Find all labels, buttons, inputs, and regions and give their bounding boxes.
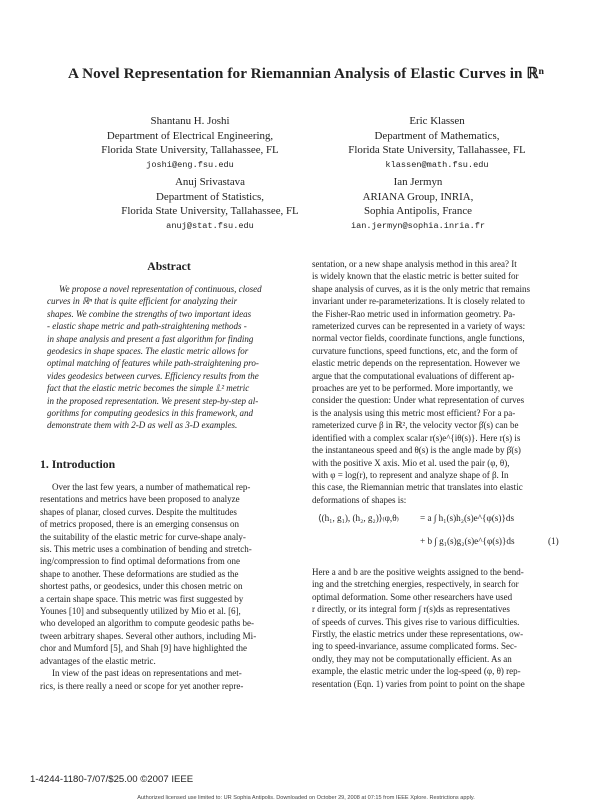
introduction-body bbox=[40, 481, 298, 692]
body-line: normal vector fields, coordinate functions, angle functions, bbox=[312, 333, 525, 344]
author-name: Anuj Srivastava bbox=[175, 176, 245, 188]
body-line: shapes of planar, closed curves. Despite the multitudes bbox=[40, 506, 237, 517]
paper-title: A Novel Representation for Riemannian Analysis of Elastic Curves in ℝⁿ bbox=[67, 65, 544, 82]
body-line: ondly, they may not be computationally efficient. As an bbox=[312, 653, 512, 664]
body-line: sis. This metric uses a combination of bending and stretch- bbox=[40, 544, 252, 555]
abstract-line: shapes. We combine the strengths of two important ideas bbox=[47, 308, 252, 319]
copyright-line: 1-4244-1180-7/07/$25.00 ©2007 IEEE bbox=[30, 774, 194, 785]
body-line: the instantaneous speed and θ(s) is the angle made by β̇(s) bbox=[312, 445, 521, 456]
body-line: a certain shape space. This metric was first suggested by bbox=[40, 593, 244, 604]
body-line: argue that the computational evaluations of different ap- bbox=[312, 370, 515, 381]
body-line: rics, is there really a need or scope for yet another repre- bbox=[40, 680, 244, 691]
body-line: deformations of shapes is: bbox=[312, 494, 407, 505]
author-email: klassen@math.fsu.edu bbox=[385, 159, 489, 170]
author-affiliation: Department of Electrical Engineering, bbox=[106, 129, 274, 142]
body-line: is the analysis using this metric most efficient? For a pa- bbox=[312, 407, 516, 418]
body-line: invariant under re-parameterizations. It is closely related to bbox=[312, 296, 525, 307]
body-line: optimal deformation. Some other researchers have used bbox=[312, 591, 513, 602]
body-line: who developed an algorithm to compute geodesic paths be- bbox=[40, 618, 254, 629]
abstract-line: curves in ℝⁿ that is quite efficient for analyzing their bbox=[47, 296, 238, 307]
body-line: with φ = log(r), to represent and analyze shape of β. In bbox=[312, 469, 509, 480]
equation-row-1: = a ∫ h₁(s)h₂(s)e^{φ(s)}ds bbox=[420, 513, 515, 523]
body-line: example, the elastic metric under the log-speed (φ, θ) rep- bbox=[312, 666, 521, 677]
license-notice: Authorized licensed use limited to: UR Sophia Antipolis. Downloaded on October 29, 2008 at 07:15 from IEEE Xplore. Restrictions apply. bbox=[137, 795, 475, 801]
author-email: ian.jermyn@sophia.inria.fr bbox=[350, 220, 486, 231]
abstract-line: geodesics in shape spaces. The elastic metric allows for bbox=[47, 346, 249, 357]
body-line: In view of the past ideas on representations and met- bbox=[52, 668, 242, 679]
author-affiliation: Florida State University, Tallahassee, FL bbox=[121, 205, 299, 218]
author-affiliation: Florida State University, Tallahassee, FL bbox=[101, 144, 279, 157]
body-line: of speeds of curves. This gives rise to various difficulties. bbox=[312, 616, 520, 627]
body-line: sentation, or a new shape analysis method in this area? It bbox=[312, 259, 517, 269]
abstract-heading: Abstract bbox=[147, 260, 191, 273]
abstract-line: - elastic shape metric and path-straightening methods - bbox=[47, 321, 247, 332]
abstract-line: in the proposed representation. We present step-by-step al- bbox=[47, 395, 259, 406]
abstract-line: in shape analysis and present a fast algorithm for finding bbox=[47, 333, 254, 344]
body-line: consider the question: Under what representation of curves bbox=[312, 395, 525, 406]
body-line: Over the last few years, a number of mathematical rep- bbox=[52, 482, 251, 492]
body-line: of metrics proposed, there is an emerging consensus on bbox=[40, 519, 240, 530]
body-line: the Fisher-Rao metric used in information geometry. Pa- bbox=[312, 308, 516, 319]
right-column-body-bottom bbox=[312, 566, 570, 690]
abstract-line: fact that the elastic metric becomes the simple 𝕃² metric bbox=[47, 383, 250, 394]
introduction-heading: 1. Introduction bbox=[40, 458, 116, 471]
body-line: ing to speed-invariance, assume complicated forms. Sec- bbox=[312, 641, 517, 652]
body-line: rameterized curve β in ℝ², the velocity vector β̇(s) can be bbox=[312, 420, 519, 431]
body-line: the suitability of the elastic metric for curve-shape analy- bbox=[40, 531, 246, 542]
abstract-body bbox=[47, 283, 291, 432]
right-column-body-top bbox=[312, 258, 570, 506]
body-line: advantages of the elastic metric. bbox=[40, 655, 156, 666]
abstract-line: gorithms for computing geodesics in this framework, and bbox=[47, 408, 253, 419]
body-line: rameterized curves can be represented in a variety of ways: bbox=[312, 321, 526, 332]
body-line: Firstly, the elastic metrics under these representations, ow- bbox=[312, 629, 524, 640]
equation-lhs: ⟨(h₁, g₁), (h₂, g₂)⟩₍φ,θ₎ bbox=[318, 513, 399, 523]
author-name: Ian Jermyn bbox=[393, 176, 443, 188]
equation-row-2: + b ∫ g₁(s)g₂(s)e^{φ(s)}ds bbox=[420, 536, 515, 546]
abstract-line: demonstrate them with 2-D as well as 3-D examples. bbox=[47, 420, 238, 431]
body-line: curvature functions, speed functions, etc, and the form of bbox=[312, 345, 518, 356]
body-line: elastic metric depends on the representation. However we bbox=[312, 358, 520, 369]
author-name: Eric Klassen bbox=[409, 115, 465, 127]
author-email: anuj@stat.fsu.edu bbox=[166, 220, 254, 231]
author-name: Shantanu H. Joshi bbox=[150, 115, 230, 127]
body-line: resentations and metrics have been proposed to analyze bbox=[40, 494, 240, 505]
author-block-jermyn bbox=[268, 175, 568, 233]
body-line: with the positive X axis. Mio et al. used the pair (φ, θ), bbox=[312, 457, 510, 468]
abstract-line: optimal matching of features while path-straightening pro- bbox=[47, 358, 259, 369]
author-block-klassen bbox=[287, 114, 587, 172]
body-line: shape to another. These deformations are studied as the bbox=[40, 568, 239, 579]
equation-number: (1) bbox=[548, 536, 559, 546]
author-affiliation: Florida State University, Tallahassee, FL bbox=[348, 144, 526, 157]
body-line: shape analysis of curves, as it is the only metric that remains bbox=[312, 283, 530, 294]
author-affiliation: Sophia Antipolis, France bbox=[364, 205, 472, 218]
body-line: proaches are yet to be performed. More importantly, we bbox=[312, 383, 513, 394]
body-line: ing/compression to find optimal deformations from one bbox=[40, 556, 240, 567]
body-line: Younes [10] and subsequently utilized by Mio et al. [6], bbox=[40, 606, 241, 617]
body-line: resentation (Eqn. 1) varies from point to point on the shape bbox=[312, 678, 525, 689]
abstract-line: We propose a novel representation of continuous, closed bbox=[59, 284, 262, 294]
body-line: identified with a complex scalar r(s)e^{iθ(s)}. Here r(s) is bbox=[312, 432, 521, 443]
body-line: Here a and b are the positive weights assigned to the bend- bbox=[312, 567, 524, 577]
author-affiliation: Department of Mathematics, bbox=[374, 129, 500, 142]
body-line: r directly, or its integral form ∫ r(s)ds as representatives bbox=[312, 604, 510, 615]
equation-1 bbox=[312, 513, 570, 553]
abstract-line: vides geodesics between curves. Efficiency results from the bbox=[47, 370, 259, 381]
author-affiliation: Department of Statistics, bbox=[156, 190, 264, 203]
body-line: tween arbitrary shapes. Several other authors, including Mi- bbox=[40, 630, 257, 641]
body-line: is widely known that the elastic metric is better suited for bbox=[312, 271, 519, 282]
author-affiliation: ARIANA Group, INRIA, bbox=[362, 190, 474, 203]
body-line: chor and Mumford [5], and Shah [9] have highlighted the bbox=[40, 643, 247, 654]
body-line: shortest paths, or geodesics, under this chosen metric on bbox=[40, 581, 243, 592]
body-line: ing and the stretching energies, respectively, in search for bbox=[312, 579, 519, 590]
author-email: joshi@eng.fsu.edu bbox=[146, 159, 234, 170]
body-line: this case, the Riemannian metric that translates into elastic bbox=[312, 482, 523, 493]
